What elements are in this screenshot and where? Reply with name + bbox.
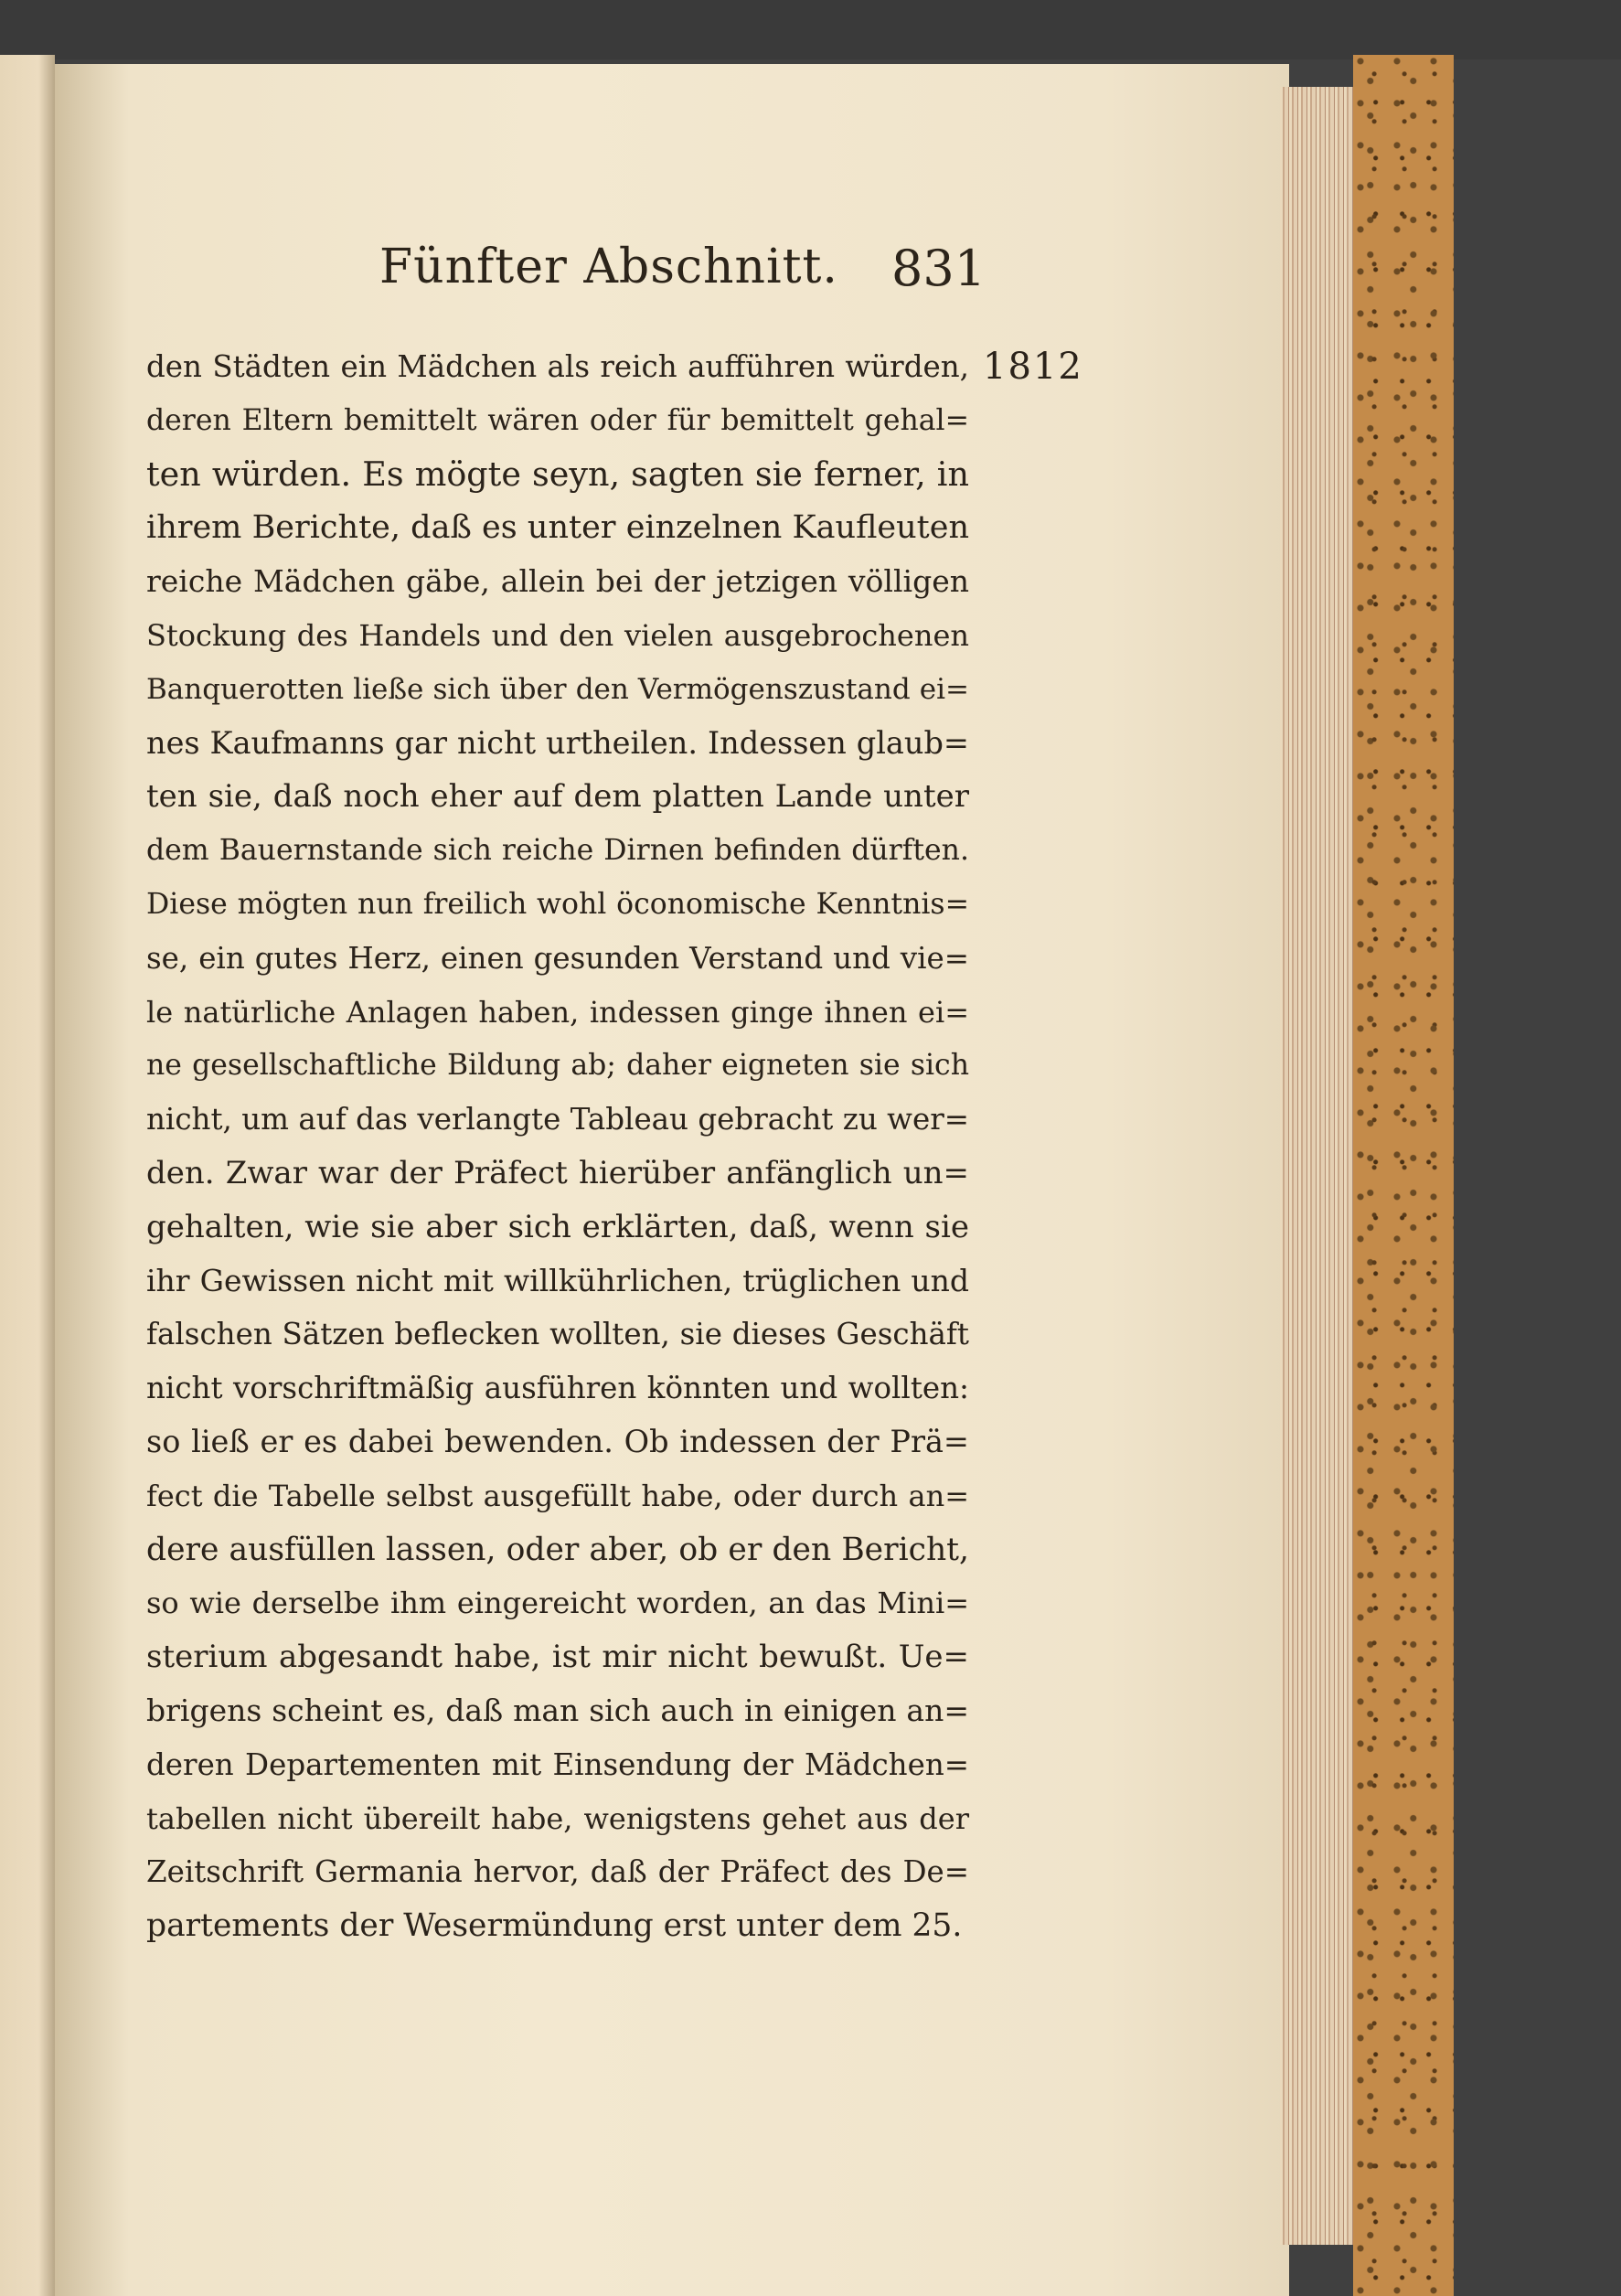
text-line: Diese mögten nun freilich wohl öconomische Kenntnis= xyxy=(146,887,969,921)
text-line: Zeitschrift Germania hervor, daß der Präfect des De= xyxy=(146,1854,969,1890)
text-line: den Städten ein Mädchen als reich aufführen würden, xyxy=(146,349,969,384)
text-line: ten würden. Es mögte seyn, sagten sie ferner, in xyxy=(146,454,969,494)
text-line: gehalten, wie sie aber sich erklärten, daß, wenn sie xyxy=(146,1208,969,1245)
text-line: tabellen nicht übereilt habe, wenigstens gehet aus der xyxy=(146,1800,969,1836)
text-line: ihrem Berichte, daß es unter einzelnen Kaufleuten xyxy=(146,509,969,547)
scan-background xyxy=(0,0,1621,59)
text-line: den. Zwar war der Präfect hierüber anfänglich un= xyxy=(146,1154,969,1191)
text-line: nicht, um auf das verlangte Tableau gebracht zu wer= xyxy=(146,1102,969,1137)
text-line: dem Bauernstande sich reiche Dirnen befinden dürften. xyxy=(146,834,969,868)
text-line: dere ausfüllen lassen, oder aber, ob er den Bericht, xyxy=(146,1531,969,1568)
text-line: partements der Wesermündung erst unter dem 25. xyxy=(146,1907,963,1945)
text-line: brigens scheint es, daß man sich auch in einigen an= xyxy=(146,1692,969,1728)
text-line: so ließ er es dabei bewenden. Ob indessen der Prä= xyxy=(146,1423,969,1459)
facing-page-edge xyxy=(0,55,55,2296)
book-cover-board xyxy=(1353,55,1454,2296)
text-line: Banquerotten ließe sich über den Vermögenszustand ei= xyxy=(146,672,969,706)
page-number: 831 xyxy=(891,240,986,297)
text-line: deren Departementen mit Einsendung der Mädchen= xyxy=(146,1746,969,1782)
running-head: Fünfter Abschnitt. xyxy=(379,240,838,294)
text-line: reiche Mädchen gäbe, allein bei der jetzigen völligen xyxy=(146,563,969,600)
text-line: se, ein gutes Herz, einen gesunden Verstand und vie= xyxy=(146,940,969,976)
body-text xyxy=(146,340,969,1953)
page-edges xyxy=(1280,87,1353,2245)
text-line: nes Kaufmanns gar nicht urtheilen. Indessen glaub= xyxy=(146,724,969,761)
text-line: deren Eltern bemittelt wären oder für bemittelt gehal= xyxy=(146,403,969,437)
text-line: nicht vorschriftmäßig ausführen könnten und wollten: xyxy=(146,1371,969,1406)
text-line: ne gesellschaftliche Bildung ab; daher eigneten sie sich xyxy=(146,1049,969,1083)
text-line: Stockung des Handels und den vielen ausgebrochenen xyxy=(146,617,969,653)
text-line: le natürliche Anlagen haben, indessen ginge ihnen ei= xyxy=(146,994,969,1030)
text-line: so wie derselbe ihm eingereicht worden, an das Mini= xyxy=(146,1586,969,1621)
text-line: falschen Sätzen beflecken wollten, sie dieses Geschäft xyxy=(146,1317,969,1352)
margin-year: 1812 xyxy=(983,346,1083,388)
text-line: sterium abgesandt habe, ist mir nicht bewußt. Ue= xyxy=(146,1639,969,1676)
text-line: ihr Gewissen nicht mit willkührlichen, trüglichen und xyxy=(146,1262,969,1298)
text-line: fect die Tabelle selbst ausgefüllt habe, oder durch an= xyxy=(146,1478,969,1513)
text-line: ten sie, daß noch eher auf dem platten Lande unter xyxy=(146,778,969,816)
page-header xyxy=(146,240,986,313)
